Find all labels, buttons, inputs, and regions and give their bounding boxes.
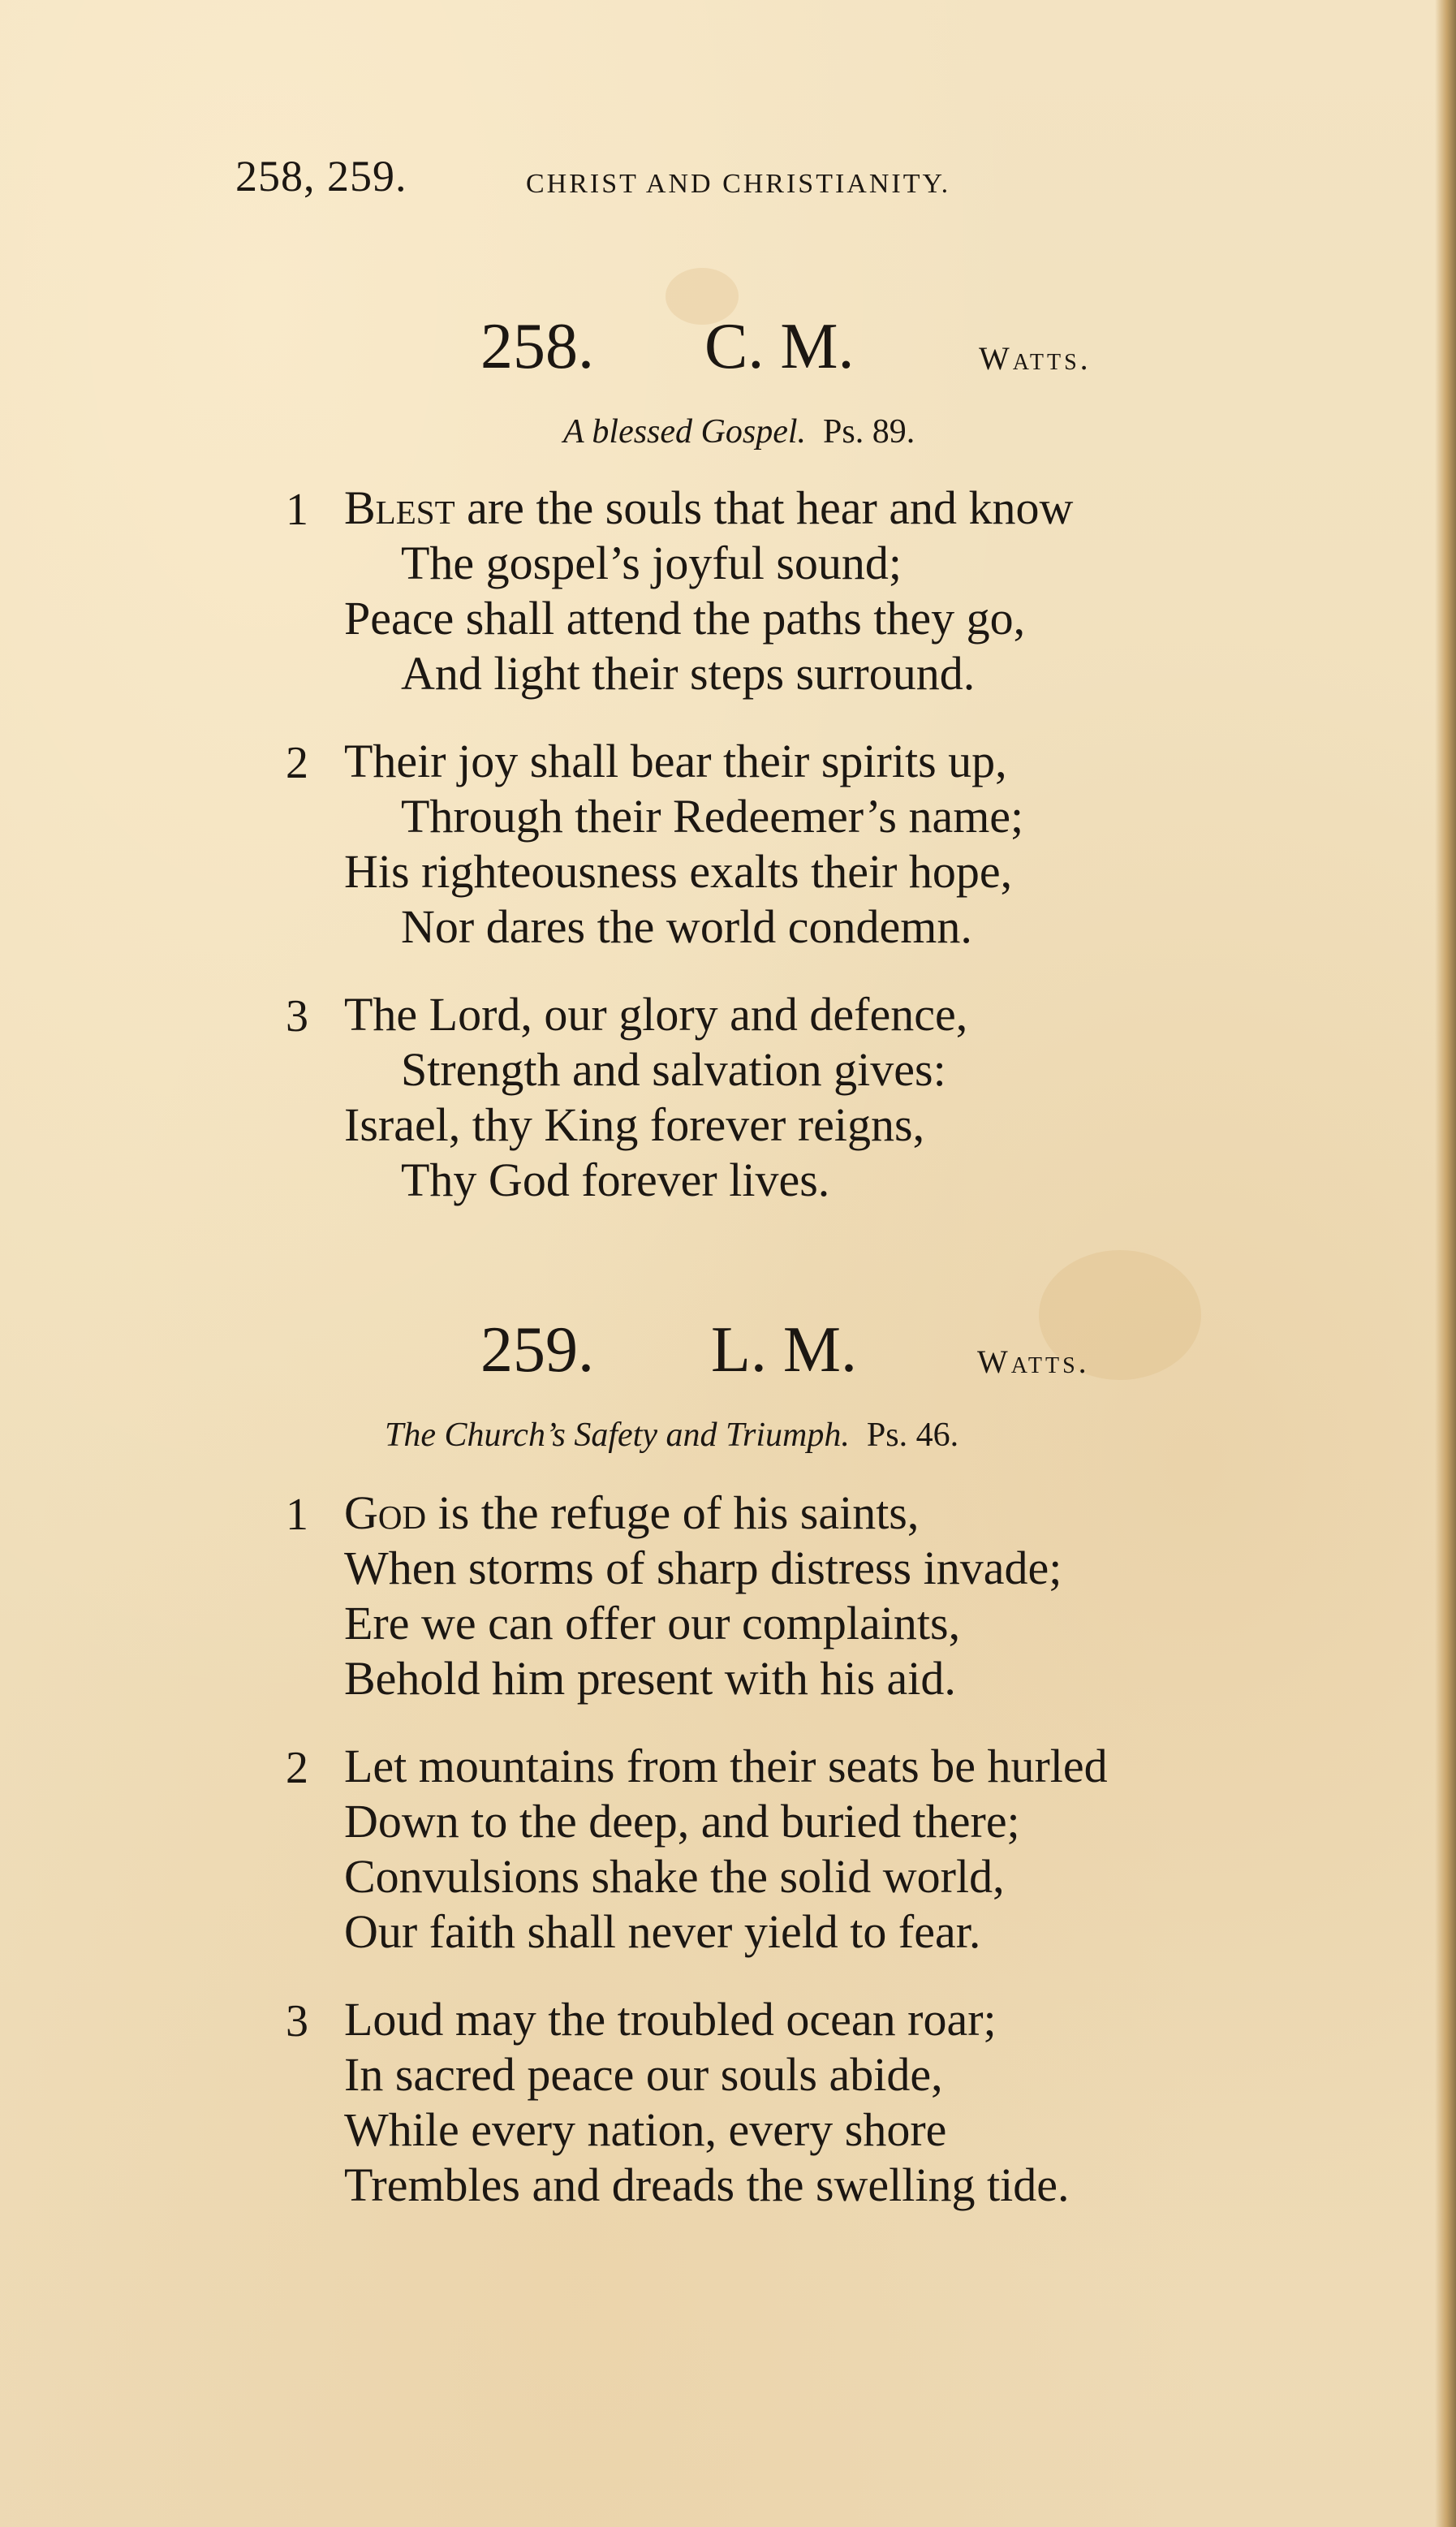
verse-line: Israel, thy King forever reigns, [344,1098,925,1151]
hymn-number: 259. [480,1314,594,1386]
verse-line: While every nation, every shore [344,2103,947,2156]
hymn-meter: C. M. [704,311,855,382]
stanza-number: 2 [286,738,308,788]
verse-line: Ere we can offer our complaints, [344,1597,961,1649]
stanza-number: 3 [286,991,308,1041]
stanza-number: 3 [286,1996,308,2046]
verse-line: Down to the deep, and buried there; [344,1795,1020,1848]
stanza-number: 1 [286,485,308,535]
initial-word: Blest [344,481,455,534]
verse-line [344,1486,919,1540]
page-edge [1435,0,1456,2527]
verse-line: Let mountains from their seats be hurled [344,1740,1108,1792]
verse-line: His righteousness exalts their hope, [344,845,1013,898]
verse-line: The gospel’s joyful sound; [401,537,902,589]
subtitle-text: The Church’s Safety and Triumph. [385,1417,850,1454]
stanza-number: 2 [286,1743,308,1793]
hymn-meter: L. M. [711,1314,857,1386]
verse-line: Peace shall attend the paths they go, [344,592,1026,645]
verse-line: Our faith shall never yield to fear. [344,1905,981,1958]
subtitle-text: A blessed Gospel. [563,413,807,451]
hymn-author: Watts. [979,340,1092,377]
verse-line: Nor dares the world condemn. [401,900,972,953]
hymn-author: Watts. [977,1343,1090,1380]
verse-line: In sacred peace our souls abide, [344,2048,943,2101]
verse-text: is the refuge of his saints, [426,1486,920,1539]
hymn-number: 258. [480,311,594,382]
verse-line: Trembles and dreads the swelling tide. [344,2158,1070,2211]
verse-line [344,481,1073,535]
verse-line: The Lord, our glory and defence, [344,988,968,1041]
stanza-number: 1 [286,1490,308,1540]
psalm-reference: Ps. 89. [823,413,915,451]
verse-line: Behold him present with his aid. [344,1652,956,1705]
psalm-reference: Ps. 46. [866,1417,959,1454]
hymn-subtitle [385,1416,958,1455]
running-head-numbers: 258, 259. [235,152,407,201]
running-head-title: CHRIST AND CHRISTIANITY. [526,169,951,199]
verse-line: Thy God forever lives. [401,1154,830,1206]
verse-line: And light their steps surround. [401,647,976,700]
hymn-subtitle [563,412,915,451]
verse-line: Strength and salvation gives: [401,1043,946,1096]
verse-line: Their joy shall bear their spirits up, [344,735,1007,787]
verse-line: Loud may the troubled ocean roar; [344,1993,997,2046]
verse-line: Through their Redeemer’s name; [401,790,1024,843]
verse-text: are the souls that hear and know [454,481,1074,534]
initial-word: God [344,1486,427,1539]
verse-line: Convulsions shake the solid world, [344,1850,1005,1903]
verse-line: When storms of sharp distress invade; [344,1542,1062,1594]
